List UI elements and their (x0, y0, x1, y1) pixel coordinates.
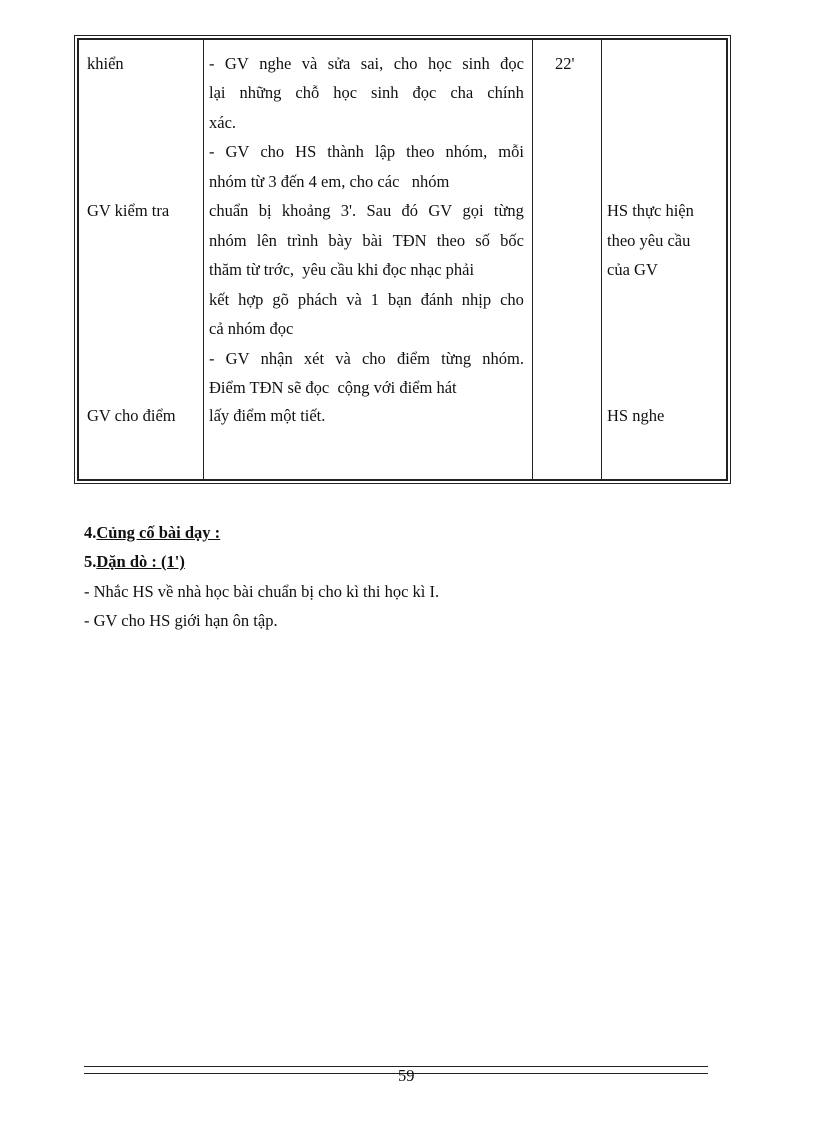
note-line: - Nhắc HS về nhà học bài chuẩn bị cho kì thi học kì I. (84, 582, 440, 601)
teacher-activity-line: lấy điểm một tiết. (209, 406, 326, 425)
teacher-activity-line: thăm từ trớc, yêu cầu khi đọc nhạc phải (209, 260, 475, 279)
teacher-activity-line: nhóm từ 3 đến 4 em, cho các nhóm (209, 172, 450, 191)
teacher-activity-line: chuẩn bị khoảng 3'. Sau đó GV gọi từng (209, 201, 524, 220)
activity-cell: GV kiểm tra (87, 201, 170, 220)
activity-cell: GV cho điểm (87, 406, 176, 425)
teacher-activity-line: lại những chỗ học sinh đọc cha chính (209, 83, 524, 102)
teacher-activity-line: - GV nhận xét và cho điểm từng nhóm. (209, 349, 524, 368)
section-number: 5. (84, 552, 97, 571)
lesson-table (77, 38, 728, 481)
section-title: Dặn dò : (1') (96, 552, 185, 571)
teacher-activity-line: xác. (209, 113, 237, 132)
column-divider (532, 40, 533, 479)
section-number: 4. (84, 523, 97, 542)
page-number: 59 (398, 1066, 415, 1085)
section-title: Củng cố bài dạy : (96, 523, 221, 542)
teacher-activity-line: kết hợp gõ phách và 1 bạn đánh nhịp cho (209, 290, 524, 309)
teacher-activity-line: - GV cho HS thành lập theo nhóm, mỗi (209, 142, 524, 161)
note-line: - GV cho HS giới hạn ôn tập. (84, 611, 278, 630)
footer-rule (84, 1073, 708, 1074)
student-activity-line: của GV (607, 260, 658, 279)
teacher-activity-line: cả nhóm đọc (209, 319, 294, 338)
student-activity-line: theo yêu cầu (607, 231, 691, 250)
column-divider (601, 40, 602, 479)
section-5-heading (84, 551, 185, 573)
student-activity-line: HS nghe (607, 406, 665, 425)
time-cell: 22' (555, 54, 575, 73)
teacher-activity-line: Điểm TĐN sẽ đọc cộng với điểm hát (209, 378, 457, 397)
teacher-activity-line: - GV nghe và sửa sai, cho học sinh đọc (209, 54, 524, 73)
student-activity-line: HS thực hiện (607, 201, 694, 220)
activity-cell: khiển (87, 54, 124, 73)
teacher-activity-line: nhóm lên trình bày bài TĐN theo số bốc (209, 231, 524, 250)
section-4-heading (84, 522, 220, 544)
footer-rule (84, 1066, 708, 1067)
column-divider (203, 40, 204, 479)
